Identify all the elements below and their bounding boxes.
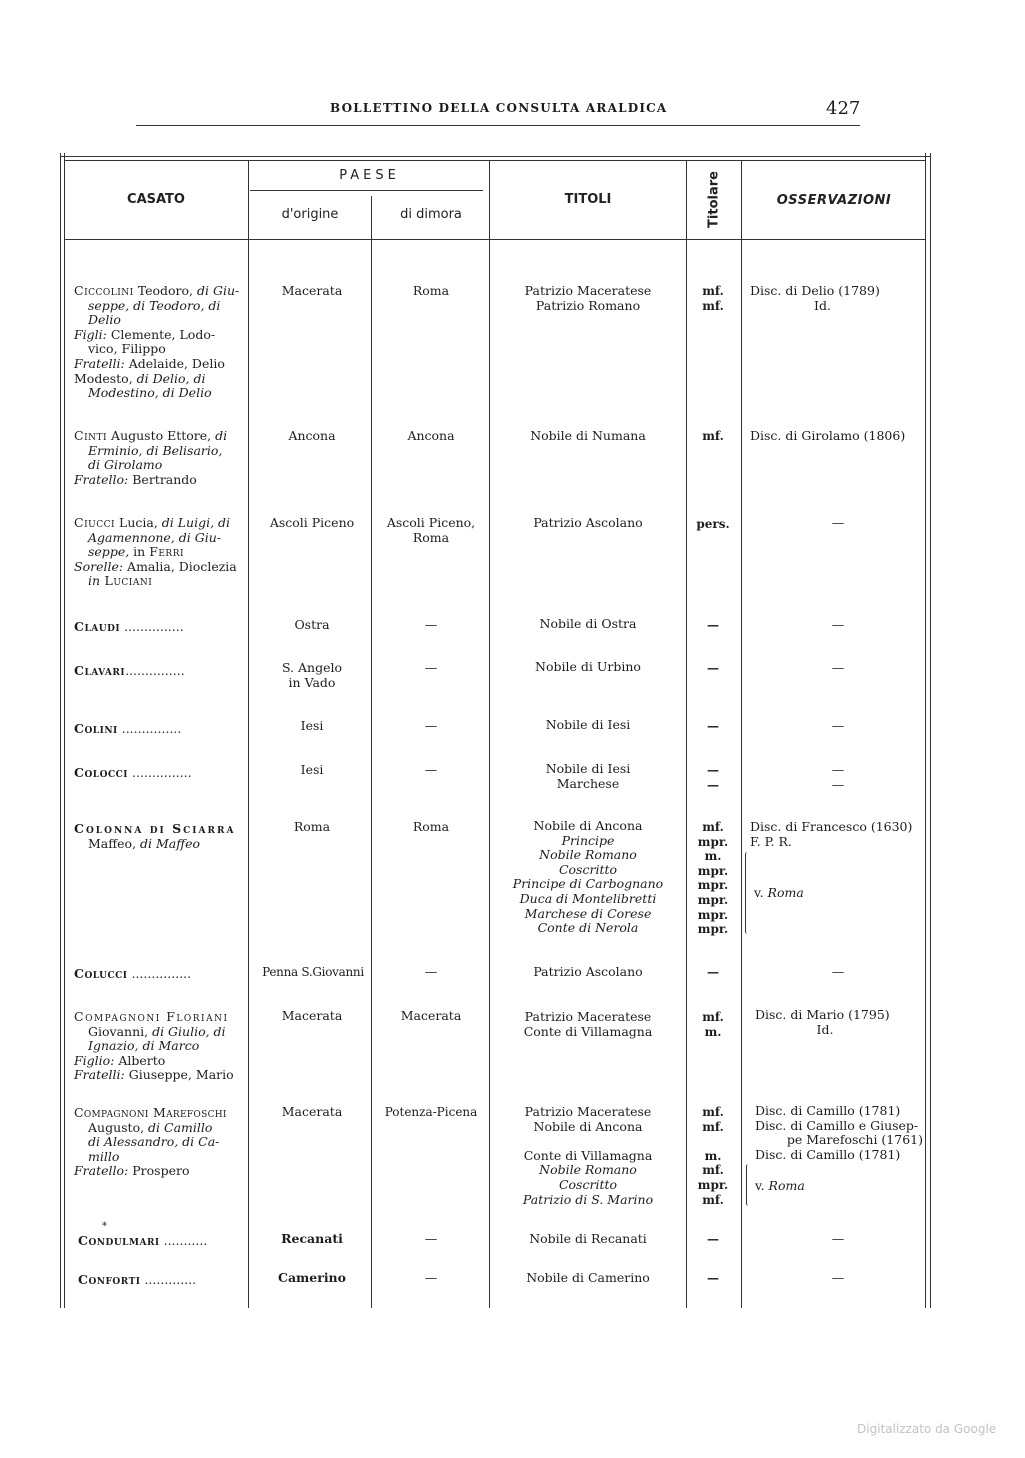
titolare-colini: —	[707, 719, 719, 733]
dimora-colini: —	[424, 718, 438, 733]
titolo: Conte di Nerola	[537, 920, 639, 936]
osservazioni-colucci: —	[831, 964, 845, 979]
osservazioni-condulmari: —	[831, 1231, 845, 1246]
leader-dots: ...........	[159, 1233, 208, 1248]
casato-text: Amalia, Dioclezia	[123, 558, 237, 574]
osservazioni-ciucci: —	[831, 515, 845, 530]
osservazione-text: pe Marefoschi (1761)	[786, 1132, 923, 1148]
titolare-value: —	[707, 763, 719, 777]
titolare-colucci: —	[707, 965, 719, 979]
casato-italic: in	[88, 573, 101, 589]
titolare-value: mpr.	[697, 922, 729, 937]
titolo: Duca di Montelibretti	[519, 890, 657, 906]
casato-italic: di Luigi, di	[161, 515, 231, 530]
osservazione: Disc. di Camillo (1781)	[755, 1146, 901, 1162]
osservazione: Id.	[814, 297, 831, 313]
titoli-ciucci: Patrizio Ascolano	[533, 515, 643, 530]
leader-dots: ...............	[117, 721, 182, 736]
origine-cinti: Ancona	[288, 428, 336, 443]
casato-italic: Agamennone, di Giu-	[88, 529, 221, 545]
casato-cinti	[74, 429, 246, 487]
relation-label: Figli:	[74, 326, 107, 342]
osservazione: F. P. R.	[750, 833, 792, 849]
osservazione: Disc. di Camillo (1781)	[755, 1103, 901, 1118]
titolare-value: mf.	[702, 1192, 724, 1207]
relation-label: Fratelli:	[74, 355, 125, 371]
origine-compagnoni-marefoschi: Macerata	[281, 1104, 343, 1119]
surname: Compagnoni Floriani	[74, 1009, 229, 1024]
casato-clavari	[74, 664, 246, 679]
header-casato: CASATO	[127, 192, 185, 207]
dimora-value: Ascoli Piceno,	[386, 515, 476, 530]
titolare-value: mf.	[702, 298, 724, 313]
casato-italic: di Giu-	[196, 283, 240, 298]
osservazioni-colonna-rinvio: v. Roma	[754, 885, 804, 900]
titolo: Patrizio Maceratese	[524, 283, 652, 298]
casato-ciucci	[74, 516, 246, 589]
casato-italic: di Girolamo	[88, 457, 163, 473]
osservazioni-clavari: —	[831, 660, 845, 675]
relation-label: Fratello:	[74, 1163, 129, 1179]
casato-italic: Modestino, di Delio	[88, 385, 212, 401]
casato-italic: di	[215, 428, 228, 443]
titolo: Principe	[561, 832, 615, 848]
casato-text: Modesto,	[74, 370, 137, 386]
casato-claudi	[74, 620, 246, 635]
casato-italic: di Delio, di	[136, 370, 206, 386]
casato-colini	[74, 722, 246, 737]
titolare-compagnoni-floriani	[688, 1010, 738, 1039]
surname: Colucci	[74, 966, 128, 981]
origine-value: S. Angelo	[281, 660, 343, 675]
digitization-watermark: Digitalizzato da Google	[857, 1422, 997, 1436]
dimora-colucci: —	[424, 964, 438, 979]
osservazioni-marefoschi-rinvio: v. Roma	[755, 1178, 805, 1193]
origine-condulmari: Recanati	[281, 1231, 343, 1246]
leader-dots: ...............	[125, 663, 185, 678]
titolo: Marchese	[556, 775, 620, 791]
casato-ciccolini	[74, 284, 246, 401]
dimora-ciccolini: Roma	[412, 283, 450, 298]
col-sep-titoli	[686, 160, 687, 1308]
osservazione: Id.	[816, 1021, 834, 1037]
surname: Conforti	[78, 1272, 141, 1287]
casato-compagnoni-marefoschi	[74, 1106, 246, 1179]
titolo: Coscritto	[558, 861, 618, 877]
osservazione: —	[831, 762, 845, 777]
journal-title: BOLLETTINO DELLA CONSULTA ARALDICA	[330, 101, 668, 115]
titolare-value: mpr.	[697, 834, 729, 849]
casato-colocci	[74, 766, 246, 781]
titolo: Principe di Carbognano	[512, 876, 664, 892]
casato-text: Adelaide, Delio	[124, 355, 225, 371]
titolare-spacer	[688, 1134, 738, 1149]
surname: Compagnoni Marefoschi	[74, 1105, 227, 1120]
casato-conforti	[78, 1273, 250, 1288]
titolare-colocci	[688, 763, 738, 792]
titolare-value: mpr.	[697, 907, 729, 922]
casato-condulmari	[78, 1234, 250, 1249]
osservazione	[755, 1133, 923, 1148]
casato-text: Bertrando	[128, 471, 197, 487]
dimora-colocci: —	[424, 762, 438, 777]
osservazioni-cinti: Disc. di Girolamo (1806)	[750, 428, 906, 443]
casato-compagnoni-floriani	[74, 1010, 246, 1083]
titolare-clavari: —	[707, 661, 719, 675]
dimora-clavari: —	[424, 660, 438, 675]
titolo: Nobile di Iesi	[545, 761, 631, 776]
titoli-cinti: Nobile di Numana	[530, 428, 646, 443]
titolare-cinti: mf.	[702, 429, 724, 443]
titoli-compagnoni-marefoschi	[493, 1105, 683, 1207]
dimora-cinti: Ancona	[407, 428, 455, 443]
titolare-value: mf.	[702, 1010, 724, 1024]
casato-italic: di Maffeo	[140, 835, 201, 851]
married-surname: Luciani	[100, 573, 153, 589]
col-sep-titolare	[741, 160, 742, 1308]
osservazioni-compagnoni-floriani	[755, 1008, 930, 1037]
casato-italic: Delio	[88, 312, 121, 328]
paese-sub-rule	[250, 190, 483, 191]
titoli-colocci	[493, 762, 683, 791]
origine-ciccolini: Macerata	[281, 283, 343, 298]
titoli-clavari: Nobile di Urbino	[535, 659, 641, 674]
titolare-value: m.	[704, 849, 722, 864]
casato-italic: di Camillo	[148, 1119, 213, 1135]
brace-colonna	[745, 852, 750, 934]
surname: Ciucci	[74, 515, 116, 530]
casato-italic: di Giulio, di	[152, 1023, 226, 1039]
dimora-value: Roma	[412, 529, 450, 545]
titoli-colonna	[493, 819, 683, 936]
surname: Condulmari	[78, 1233, 160, 1248]
header-paese: PAESE	[339, 168, 400, 183]
osservazioni-compagnoni-marefoschi	[755, 1104, 923, 1162]
casato-text: Alberto	[114, 1052, 166, 1068]
origine-colini: Iesi	[300, 718, 324, 733]
casato-text: Giovanni,	[88, 1023, 153, 1039]
titolare-value: —	[707, 777, 719, 792]
casato-text: Lucia,	[115, 515, 162, 530]
origine-colocci: Iesi	[300, 762, 324, 777]
origine-compagnoni-floriani: Macerata	[281, 1008, 343, 1023]
dimora-colonna: Roma	[412, 819, 450, 834]
titolo: Patrizio Romano	[535, 297, 641, 313]
titolare-compagnoni-marefoschi	[688, 1105, 738, 1207]
header-origine: d'origine	[281, 207, 339, 222]
titolare-ciucci: pers.	[696, 517, 730, 531]
titolare-colonna	[688, 820, 738, 937]
origine-colucci: Penna S.Giovanni	[262, 965, 364, 979]
dimora-condulmari: —	[424, 1231, 438, 1246]
casato-text: Augusto,	[88, 1119, 149, 1135]
relation-label: Fratelli:	[74, 1067, 125, 1083]
titolo: Patrizio Maceratese	[524, 1104, 652, 1119]
titolare-value: mf.	[702, 820, 724, 834]
osservazione: Disc. di Mario (1795)	[755, 1007, 890, 1022]
surname: Colocci	[74, 765, 128, 780]
titolo: Conte di Villamagna	[523, 1147, 653, 1163]
header-bottom-rule	[64, 239, 926, 240]
header-titolare: Titolare	[706, 171, 722, 228]
osservazione: Disc. di Delio (1789)	[750, 283, 880, 298]
surname: Cinti	[74, 428, 108, 443]
casato-text: Clemente, Lodo-	[106, 326, 216, 342]
titoli-colini: Nobile di Iesi	[545, 717, 631, 732]
titolo-spacer	[493, 1134, 683, 1149]
casato-text: Prospero	[128, 1163, 190, 1179]
dimora-compagnoni-marefoschi: Potenza-Picena	[384, 1105, 478, 1119]
titoli-condulmari: Nobile di Recanati	[529, 1231, 647, 1246]
brace-compagnoni-marefoschi	[746, 1164, 751, 1206]
casato-italic: seppe,	[88, 544, 130, 560]
casato-italic: millo	[88, 1148, 120, 1164]
titolare-condulmari: —	[707, 1232, 719, 1246]
titolare-claudi: —	[707, 618, 719, 632]
osservazioni-conforti: —	[831, 1270, 845, 1285]
titolare-value: mf.	[702, 1119, 724, 1134]
osservazione: Disc. di Francesco (1630)	[750, 819, 913, 834]
origine-colonna: Roma	[293, 819, 331, 834]
table-top-rule	[60, 156, 930, 157]
osservazioni-claudi: —	[831, 617, 845, 632]
col-sep-casato	[248, 160, 249, 1308]
titolare-value: m.	[704, 1148, 722, 1163]
osservazione: —	[831, 776, 845, 792]
page-number: 427	[826, 98, 861, 119]
titolo: Patrizio Maceratese	[524, 1009, 652, 1024]
header-titoli: TITOLI	[564, 192, 612, 207]
surname: Clavari	[74, 663, 126, 678]
titoli-compagnoni-floriani	[493, 1010, 683, 1039]
titolo: Conte di Villamagna	[523, 1023, 653, 1039]
osservazioni-colonna	[750, 820, 925, 849]
titolare-value: mpr.	[697, 863, 729, 878]
dimora-ciucci	[374, 516, 488, 545]
leader-dots: ...............	[127, 966, 192, 981]
origine-claudi: Ostra	[294, 617, 330, 632]
casato-text: vico, Filippo	[88, 341, 166, 357]
header-osservazioni: OSSERVAZIONI	[776, 193, 892, 208]
titoli-conforti: Nobile di Camerino	[526, 1270, 650, 1285]
origine-clavari	[252, 661, 372, 690]
table-border-right-inner	[930, 153, 931, 1308]
table-top-rule-inner	[64, 160, 926, 161]
casato-italic: di Alessandro, di Ca-	[88, 1134, 220, 1150]
casato-text: Teodoro,	[133, 283, 197, 298]
titolo: Marchese di Corese	[524, 905, 652, 921]
titolare-value: mf.	[702, 1163, 724, 1178]
dimora-compagnoni-floriani: Macerata	[400, 1008, 462, 1023]
titolare-value: mpr.	[697, 878, 729, 893]
leader-dots: ...............	[128, 765, 192, 780]
roma-reference: Roma	[767, 885, 804, 900]
titolare-conforti: —	[707, 1271, 719, 1285]
asterisk-mark: *	[102, 1221, 107, 1232]
married-surname: Ferri	[149, 544, 185, 560]
titolare-value: mpr.	[697, 892, 729, 907]
origine-value: in Vado	[288, 674, 336, 690]
relation-label: Figlio:	[74, 1052, 115, 1068]
titolare-value: m.	[704, 1024, 722, 1039]
dimora-conforti: —	[424, 1270, 438, 1285]
relation-label: Sorelle:	[74, 558, 124, 574]
leader-dots: ...............	[120, 619, 184, 634]
titolo: Coscritto	[558, 1176, 618, 1192]
roma-reference: Roma	[768, 1178, 805, 1193]
titolare-value: mpr.	[697, 1177, 729, 1192]
casato-text: in	[129, 544, 150, 560]
surname: Colonna di Sciarra	[74, 821, 236, 836]
col-sep-origine	[371, 196, 372, 1308]
casato-colucci	[74, 967, 246, 982]
titolo: Nobile di Ancona	[533, 1118, 643, 1134]
casato-text: Maffeo,	[88, 835, 141, 851]
origine-conforti: Camerino	[278, 1270, 346, 1285]
titolare-value: mf.	[702, 1105, 724, 1119]
titolare-value: mf.	[702, 284, 724, 298]
casato-text: Augusto Ettore,	[107, 428, 216, 443]
titolare-ciccolini	[688, 284, 738, 313]
titolo: Patrizio di S. Marino	[522, 1191, 654, 1207]
casato-italic: Ignazio, di Marco	[88, 1038, 200, 1054]
titolo: Nobile Romano	[539, 847, 637, 863]
origine-ciucci: Ascoli Piceno	[269, 515, 355, 530]
casato-text: Giuseppe, Mario	[124, 1067, 234, 1083]
surname: Ciccolini	[74, 283, 134, 298]
osservazione: Disc. di Camillo e Giusep-	[755, 1117, 919, 1133]
surname: Claudi	[74, 619, 121, 634]
casato-colonna-di-sciarra	[74, 822, 246, 851]
dimora-claudi: —	[424, 617, 438, 632]
osservazioni-colocci	[750, 763, 926, 792]
col-sep-dimora	[489, 160, 490, 1308]
osservazioni-ciccolini	[750, 284, 925, 313]
casato-italic: Erminio, di Belisario,	[88, 442, 223, 458]
titoli-colucci: Patrizio Ascolano	[533, 964, 643, 979]
table-border-left-inner	[64, 153, 65, 1308]
leader-dots: .............	[140, 1272, 197, 1287]
titoli-claudi: Nobile di Ostra	[539, 616, 637, 631]
titoli-ciccolini	[493, 284, 683, 313]
header-dimora: di dimora	[400, 207, 462, 222]
surname: Colini	[74, 721, 118, 736]
table-border-left	[60, 153, 61, 1308]
relation-label: Fratello:	[74, 471, 129, 487]
casato-italic: seppe, di Teodoro, di	[88, 297, 221, 313]
titolo: Nobile di Ancona	[533, 818, 643, 833]
osservazioni-colini: —	[831, 718, 845, 733]
titolo: Nobile Romano	[539, 1162, 637, 1178]
